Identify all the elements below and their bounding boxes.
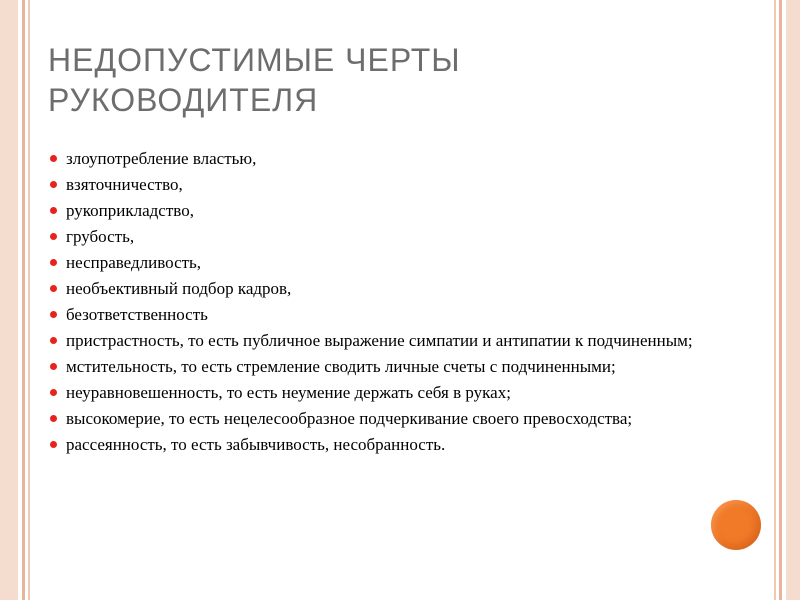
list-item-text: безответственность <box>66 305 208 324</box>
right-decorative-line <box>779 0 782 600</box>
list-item-text: взяточничество, <box>66 175 183 194</box>
list-item <box>48 329 708 352</box>
bullet-dot-icon <box>50 415 57 422</box>
bullet-dot-icon <box>50 259 57 266</box>
bullet-dot-icon <box>50 285 57 292</box>
list-item-text: несправедливость, <box>66 253 202 272</box>
bullet-dot-icon <box>50 441 57 448</box>
list-item <box>48 407 708 430</box>
bullet-dot-icon <box>50 311 57 318</box>
list-item <box>48 225 708 248</box>
list-item-text: грубость, <box>66 227 135 246</box>
left-decorative-line <box>22 0 25 600</box>
list-item-text: мстительность, то есть стремление сводить личные счеты с подчиненными; <box>66 357 616 376</box>
bullet-dot-icon <box>50 155 57 162</box>
list-item-text: рассеянность, то есть забывчивость, несобранность. <box>66 435 446 454</box>
slide-title <box>48 40 728 120</box>
slide-title-line-1: НЕДОПУСТИМЫЕ ЧЕРТЫ <box>48 42 461 78</box>
list-item-text: необъективный подбор кадров, <box>66 279 292 298</box>
orange-circle-decoration <box>711 500 761 550</box>
list-item <box>48 303 708 326</box>
list-item-text: рукоприкладство, <box>66 201 194 220</box>
right-decorative-bar <box>786 0 800 600</box>
list-item <box>48 251 708 274</box>
right-decorative-line-thin <box>774 0 776 600</box>
bullet-list <box>48 147 708 459</box>
list-item-text: неуравновешенность, то есть неумение держать себя в руках; <box>66 383 511 402</box>
bullet-dot-icon <box>50 337 57 344</box>
list-item <box>48 355 708 378</box>
left-decorative-line-thin <box>28 0 30 600</box>
list-item <box>48 381 708 404</box>
list-item-text: высокомерие, то есть нецелесообразное подчеркивание своего превосходства; <box>66 409 633 428</box>
bullet-dot-icon <box>50 181 57 188</box>
list-item <box>48 199 708 222</box>
list-item-text: пристрастность, то есть публичное выражение симпатии и антипатии к подчиненным; <box>66 331 693 350</box>
left-decorative-bar <box>0 0 18 600</box>
list-item <box>48 173 708 196</box>
list-item <box>48 433 708 456</box>
bullet-dot-icon <box>50 389 57 396</box>
slide-title-line-2: РУКОВОДИТЕЛЯ <box>48 82 319 118</box>
bullet-dot-icon <box>50 233 57 240</box>
list-item <box>48 147 708 170</box>
list-item <box>48 277 708 300</box>
bullet-dot-icon <box>50 363 57 370</box>
bullet-dot-icon <box>50 207 57 214</box>
list-item-text: злоупотребление властью, <box>66 149 257 168</box>
